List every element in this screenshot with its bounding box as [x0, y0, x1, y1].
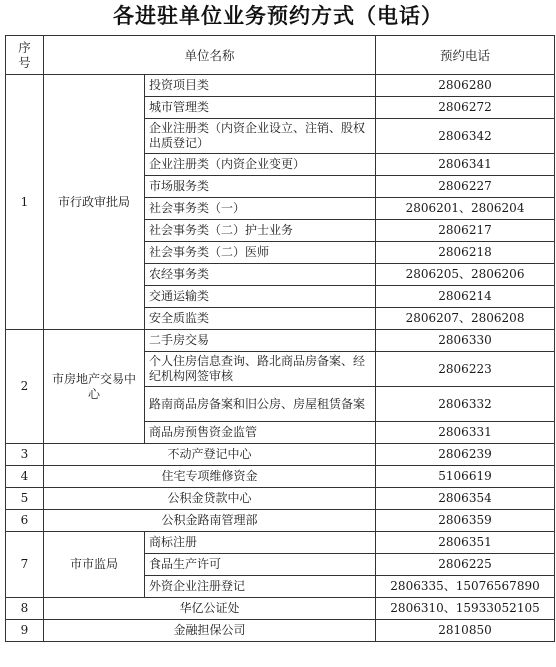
row-seq: 6 — [6, 510, 44, 532]
item-name: 食品生产许可 — [145, 554, 376, 576]
row-unit: 市行政审批局 — [44, 75, 145, 330]
row-seq: 1 — [6, 75, 44, 330]
item-name: 二手房交易 — [145, 330, 376, 352]
row-unit: 华亿公证处 — [44, 598, 376, 620]
header-unit: 单位名称 — [44, 36, 376, 75]
item-name: 外资企业注册登记 — [145, 576, 376, 598]
table-row — [6, 466, 555, 488]
row-unit: 金融担保公司 — [44, 620, 376, 642]
item-name: 市场服务类 — [145, 176, 376, 198]
item-name: 农经事务类 — [145, 264, 376, 286]
item-name: 社会事务类（二）护士业务 — [145, 220, 376, 242]
item-name: 个人住房信息查询、路北商品房备案、经纪机构网签审核 — [145, 352, 376, 387]
table-row — [6, 488, 555, 510]
table-row — [6, 510, 555, 532]
phone-number: 2806342 — [376, 119, 555, 154]
phone-number: 2806354 — [376, 488, 555, 510]
item-name: 社会事务类（二）医师 — [145, 242, 376, 264]
row-seq: 4 — [6, 466, 44, 488]
item-name: 城市管理类 — [145, 97, 376, 119]
phone-number: 2806225 — [376, 554, 555, 576]
row-seq: 2 — [6, 330, 44, 444]
phone-number: 2806272 — [376, 97, 555, 119]
phone-number: 2806223 — [376, 352, 555, 387]
item-name: 社会事务类（一） — [145, 198, 376, 220]
table-row — [6, 532, 555, 554]
phone-number: 2806332 — [376, 387, 555, 422]
phone-number: 2806335、15076567890 — [376, 576, 555, 598]
phone-number: 2806207、2806208 — [376, 308, 555, 330]
row-unit: 市房地产交易中心 — [44, 330, 145, 444]
row-seq: 8 — [6, 598, 44, 620]
row-unit: 住宅专项维修资金 — [44, 466, 376, 488]
table-row — [6, 620, 555, 642]
item-name: 商品房预售资金监管 — [145, 422, 376, 444]
row-seq: 7 — [6, 532, 44, 598]
row-seq: 9 — [6, 620, 44, 642]
phone-number: 2806330 — [376, 330, 555, 352]
row-seq: 5 — [6, 488, 44, 510]
item-name: 企业注册类（内资企业设立、注销、股权出质登记） — [145, 119, 376, 154]
item-name: 安全质监类 — [145, 308, 376, 330]
phone-number: 5106619 — [376, 466, 555, 488]
table-row — [6, 598, 555, 620]
table-row — [6, 75, 555, 97]
phone-number: 2806205、2806206 — [376, 264, 555, 286]
row-unit: 公积金贷款中心 — [44, 488, 376, 510]
phone-number: 2806280 — [376, 75, 555, 97]
row-unit: 公积金路南管理部 — [44, 510, 376, 532]
row-unit: 不动产登记中心 — [44, 444, 376, 466]
phone-number: 2806217 — [376, 220, 555, 242]
phone-number: 2806214 — [376, 286, 555, 308]
header-seq: 序 号 — [6, 36, 44, 75]
table-row — [6, 330, 555, 352]
table-row — [6, 444, 555, 466]
item-name: 交通运输类 — [145, 286, 376, 308]
header-phone: 预约电话 — [376, 36, 555, 75]
item-name: 投资项目类 — [145, 75, 376, 97]
phone-number: 2806227 — [376, 176, 555, 198]
phone-number: 2806341 — [376, 154, 555, 176]
table-header-row — [6, 36, 555, 75]
row-unit: 市市监局 — [44, 532, 145, 598]
phone-number: 2806201、2806204 — [376, 198, 555, 220]
phone-number: 2806359 — [376, 510, 555, 532]
item-name: 商标注册 — [145, 532, 376, 554]
item-name: 路南商品房备案和旧公房、房屋租赁备案 — [145, 387, 376, 422]
phone-number: 2806218 — [376, 242, 555, 264]
phone-number: 2810850 — [376, 620, 555, 642]
item-name: 企业注册类（内资企业变更） — [145, 154, 376, 176]
phone-number: 2806239 — [376, 444, 555, 466]
phone-number: 2806351 — [376, 532, 555, 554]
phone-number: 2806310、15933052105 — [376, 598, 555, 620]
appointment-table — [5, 35, 555, 642]
page-title: 各进驻单位业务预约方式（电话） — [113, 4, 443, 28]
phone-number: 2806331 — [376, 422, 555, 444]
row-seq: 3 — [6, 444, 44, 466]
